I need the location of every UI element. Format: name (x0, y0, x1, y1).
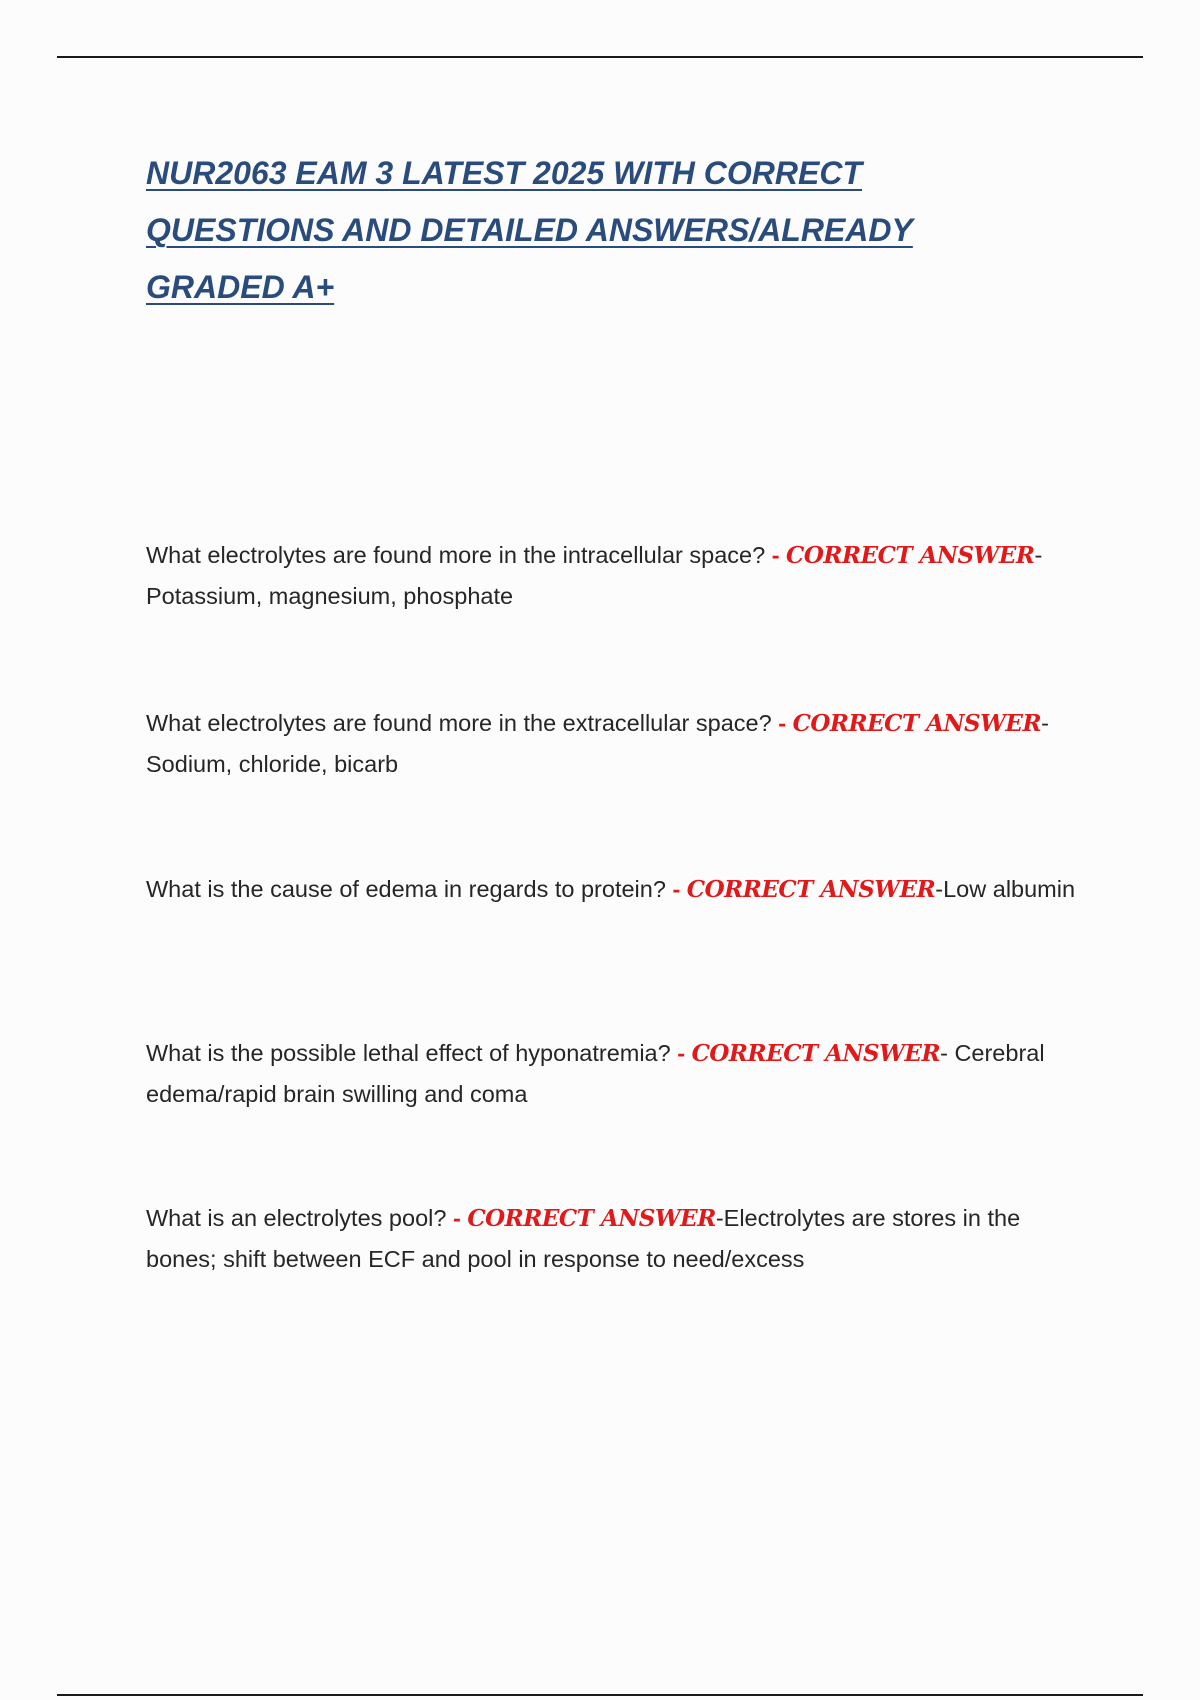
answer-text: Electrolytes are stores in the bones; shift between ECF and pool in response to need/excess (146, 1205, 1021, 1272)
correct-answer-label: CORRECT ANSWER (686, 876, 936, 903)
correct-answer-label: CORRECT ANSWER (467, 1205, 716, 1232)
bottom-rule (57, 1694, 1143, 1696)
separator: - (1041, 710, 1049, 736)
question-text: What is an electrolytes pool? (146, 1205, 447, 1231)
top-rule (57, 56, 1143, 58)
answer-text: Sodium, chloride, bicarb (146, 751, 399, 777)
question-text: What electrolytes are found more in the intracellular space? (146, 542, 766, 568)
qa-item (146, 535, 1076, 617)
document-title (146, 145, 1006, 316)
separator: - (672, 876, 681, 902)
separator: - (1034, 542, 1043, 568)
separator: - (677, 1040, 686, 1066)
question-text: What is the cause of edema in regards to protein? (146, 876, 666, 902)
answer-text: Potassium, magnesium, phosphate (146, 583, 514, 609)
qa-item (146, 1198, 1076, 1280)
separator: - (715, 1205, 724, 1231)
separator: - (771, 542, 780, 568)
correct-answer-label: CORRECT ANSWER (792, 710, 1042, 737)
question-text: What electrolytes are found more in the extracellular space? (146, 710, 772, 736)
answer-text: Cerebral edema/rapid brain swilling and coma (146, 1040, 1045, 1107)
question-text: What is the possible lethal effect of hyponatremia? (146, 1040, 671, 1066)
qa-item (146, 869, 1076, 910)
correct-answer-label: CORRECT ANSWER (786, 542, 1035, 569)
qa-item (146, 703, 1076, 785)
qa-item (146, 1033, 1076, 1115)
separator: - (778, 710, 787, 736)
correct-answer-label: CORRECT ANSWER (691, 1040, 941, 1067)
document-title-text: NUR2063 EAM 3 LATEST 2025 WITH CORRECT QUESTIONS AND DETAILED ANSWERS/ALREADY GRADED A+ (146, 155, 913, 305)
separator: - (452, 1205, 461, 1231)
answer-text: Low albumin (943, 876, 1076, 902)
separator: - (935, 876, 944, 902)
separator: - (940, 1040, 948, 1066)
